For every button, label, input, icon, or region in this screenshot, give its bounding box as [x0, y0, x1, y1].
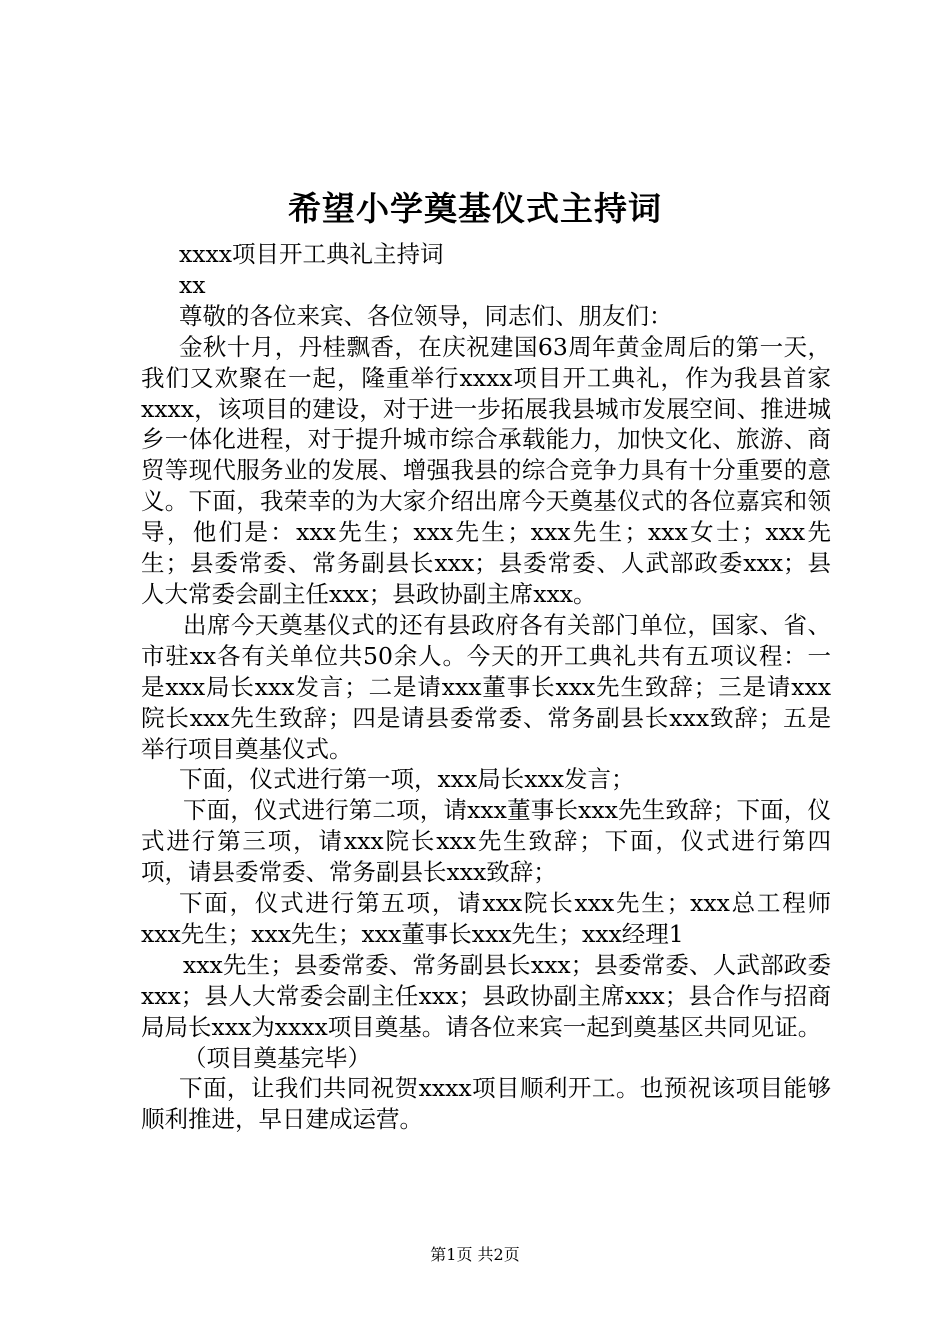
- paragraph-item-five-continued: xxx先生；县委常委、常务副县长xxx；县委常委、人武部政委xxx；县人大常委会副主任xxx；县政协副主席xxx；县合作与招商局局长xxx为xxxx项目奠基。请各位来宾一起到奠基区共同见证。: [141, 950, 831, 1041]
- paragraph-ceremony-complete: （项目奠基完毕）: [183, 1043, 371, 1072]
- paragraph-item-one: 下面，仪式进行第一项，xxx局长xxx发言；: [179, 765, 635, 794]
- paragraph-items-two-to-four: 下面，仪式进行第二项，请xxx董事长xxx先生致辞；下面，仪式进行第三项，请xxx院长xxx先生致辞；下面，仪式进行第四项，请县委常委、常务副县长xxx致辞；: [141, 796, 831, 887]
- paragraph-salutation: 尊敬的各位来宾、各位领导，同志们、朋友们：: [179, 301, 673, 330]
- paragraph-author: xx: [179, 270, 206, 299]
- paragraph-subtitle: xxxx项目开工典礼主持词: [179, 240, 444, 268]
- page-number-footer: 第1页 共2页: [430, 1245, 520, 1264]
- document-body: [141, 239, 831, 1135]
- paragraph-opening: 金秋十月，丹桂飘香，在庆祝建国63周年黄金周后的第一天，我们又欢聚在一起，隆重举行xxxx项目开工典礼，作为我县首家xxxx，该项目的建设，对于进一步拓展我县城市发展空间、推进城乡一体化进程，对于提升城市综合承载能力，加快文化、旅游、商贸等现代服务业的发展、增强我县的综合竞争力具有十分重要的意义。下面，我荣幸的为大家介绍出席今天奠基仪式的各位嘉宾和领导，他们是：xxx先生；xxx先生；xxx先生；xxx女士；xxx先生；县委常委、常务副县长xxx；县委常委、人武部政委xxx；县人大常委会副主任xxx；县政协副主席xxx。: [141, 332, 831, 608]
- paragraph-agenda: 出席今天奠基仪式的还有县政府各有关部门单位，国家、省、市驻xx各有关单位共50余人。今天的开工典礼共有五项议程：一是xxx局长xxx发言；二是请xxx董事长xxx先生致辞；三是请xxx院长xxx先生致辞；四是请县委常委、常务副县长xxx致辞；五是举行项目奠基仪式。: [141, 610, 831, 763]
- document-title: 希望小学奠基仪式主持词: [288, 189, 662, 228]
- paragraph-item-five: 下面，仪式进行第五项，请xxx院长xxx先生；xxx总工程师xxx先生；xxx先生；xxx董事长xxx先生；xxx经理1: [141, 889, 831, 948]
- paragraph-closing: 下面，让我们共同祝贺xxxx项目顺利开工。也预祝该项目能够顺利推进，早日建成运营。: [141, 1074, 831, 1134]
